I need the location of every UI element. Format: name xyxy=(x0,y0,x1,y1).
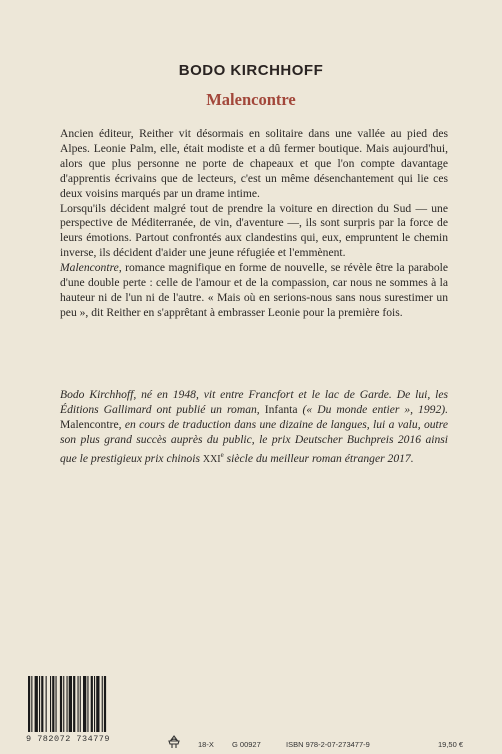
barcode-bar xyxy=(73,676,75,732)
barcode-bars xyxy=(26,676,134,734)
author-bio xyxy=(60,388,448,467)
bio-malencontre: Malencontre xyxy=(60,417,119,431)
book-title: Malencontre xyxy=(206,90,296,109)
barcode-bar xyxy=(104,676,106,732)
barcode-bar xyxy=(87,676,88,732)
blurb-paragraph-2: Lorsqu'ils décident malgré tout de prendre la voiture en direction du Sud — une perspective de Méditerranée, de vin, d'aventure —, ils sont surpris par la force de leurs émotions. Partout confrontés aux clandestins qui, eux, empruntent le chemin inverse, ils décident d'aider une jeune réfugiée et l'emmènent. xyxy=(60,201,448,260)
barcode-bar xyxy=(39,676,40,732)
footer-isbn: ISBN 978-2-07-273477-9 xyxy=(286,740,370,749)
blurb-paragraph-1: Ancien éditeur, Reither vit désormais en solitaire dans une vallée au pied des Alpes. Leonie Palm, elle, était modiste et a dû fermer boutique. Mais aujourd'hui, alors que plus personne ne porte de chapeaux et que l'on compte davantage d'apprentis écrivains que de lecteurs, c'est un même désenchantement qui lie ces deux voisins marqués par un drame intime. xyxy=(60,127,448,200)
footer-price: 19,50 € xyxy=(438,740,464,749)
barcode-bar xyxy=(31,676,32,732)
barcode xyxy=(26,676,134,744)
bio-text-c: (« Du monde entier », 1992). xyxy=(297,402,448,416)
bio-text-a: Bodo Kirchhoff, né en 1948, vit entre Francfort et le lac de Garde. De lui, les Éditions Gallimard ont publié un roman, xyxy=(60,388,448,416)
blurb-paragraph-3 xyxy=(60,261,448,321)
barcode-bar xyxy=(78,676,79,732)
barcode-bar xyxy=(91,676,93,732)
blurb-paragraph-3-text: , romance magnifique en forme de nouvelle, se révèle être la parabole d'une double perte : celle de l'amour et de la compassion, car nous ne sommes à la hauteur ni de l'un ni de l'autre. « Mais où en serions-nous sans nous surestimer un peu », dit Reither en s'apprêtant à embrasser Leonie pour la première fois. xyxy=(60,261,448,319)
barcode-bar xyxy=(96,676,99,732)
bio-century-sup: e xyxy=(220,450,224,459)
barcode-bar xyxy=(28,676,30,732)
author-name: BODO KIRCHHOFF xyxy=(178,62,324,79)
bio-infanta: Infanta xyxy=(264,402,298,416)
footer-code-2: G 00927 xyxy=(232,740,261,749)
blurb-title-italic: Malencontre xyxy=(60,261,119,275)
barcode-bar xyxy=(52,676,54,732)
bio-century: XXI xyxy=(202,453,221,465)
barcode-bar xyxy=(83,676,86,732)
barcode-bar xyxy=(80,676,81,732)
bio-text-e: , en cours de traduction dans une dizaine de langues, lui a valu, outre son plus grand succès auprès du public, le prix Deutscher Buchpreis 2016 ainsi que le prestigieux prix chinois xyxy=(60,417,448,465)
publisher-logo-icon xyxy=(166,735,182,749)
barcode-bar xyxy=(41,676,43,732)
barcode-bar xyxy=(35,676,38,732)
barcode-bar xyxy=(69,676,72,732)
bio-text-h: siècle du meilleur roman étranger 2017. xyxy=(223,451,414,465)
footer-code-1: 18-X xyxy=(198,740,214,749)
blurb xyxy=(60,127,448,321)
barcode-bar xyxy=(94,676,95,732)
barcode-bar xyxy=(67,676,68,732)
barcode-bar xyxy=(46,676,47,732)
barcode-bar xyxy=(102,676,103,732)
barcode-bar xyxy=(50,676,51,732)
barcode-bar xyxy=(63,676,64,732)
barcode-number: 9 782072 734779 xyxy=(26,734,111,744)
barcode-bar xyxy=(56,676,57,732)
barcode-bar xyxy=(60,676,62,732)
